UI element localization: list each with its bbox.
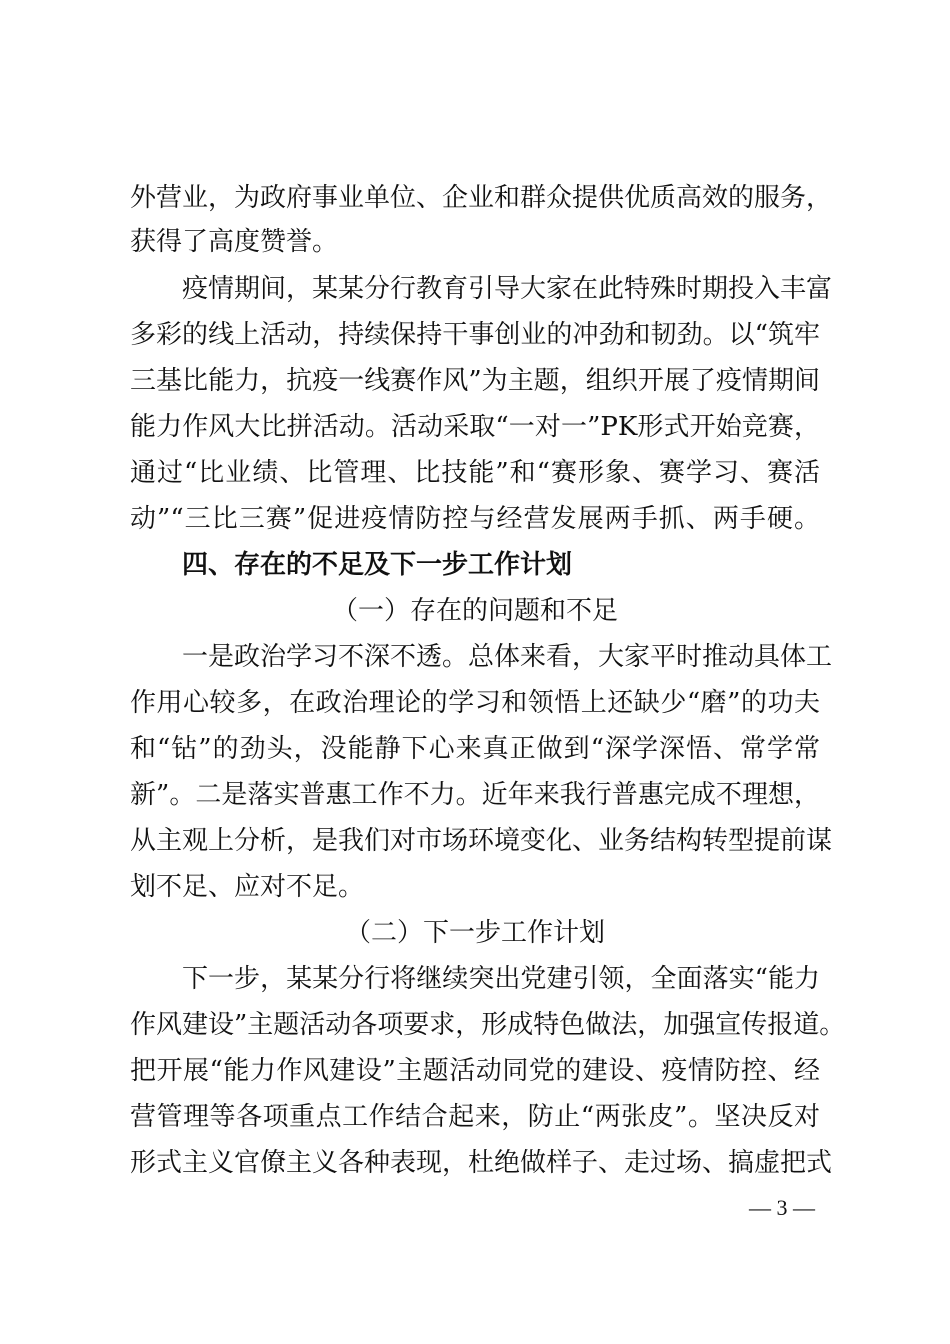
paragraph-3-line-3: 和“钻”的劲头，没能静下心来真正做到“深学深悟、常学常 [130, 734, 820, 764]
paragraph-1-line-2: 获得了高度赞誉。 [130, 227, 339, 257]
paragraph-3-line-6: 划不足、应对不足。 [130, 872, 365, 902]
paragraph-4-line-1: 下一步，某某分行将继续突出党建引领，全面落实“能力 [182, 964, 820, 994]
paragraph-4-line-3: 把开展“能力作风建设”主题活动同党的建设、疫情防控、经 [130, 1056, 820, 1086]
subsection-1-heading: （一）存在的问题和不足 [331, 596, 618, 626]
paragraph-2-line-4: 能力作风大比拼活动。活动采取“一对一”PK形式开始竞赛， [130, 412, 820, 442]
paragraph-2-line-6: 动”“三比三赛”促进疫情防控与经营发展两手抓、两手硬。 [130, 504, 820, 534]
paragraph-2-line-3: 三基比能力，抗疫一线赛作风”为主题，组织开展了疫情期间 [130, 366, 820, 396]
subsection-2-heading: （二）下一步工作计划 [344, 918, 605, 948]
paragraph-3-line-4: 新”。二是落实普惠工作不力。近年来我行普惠完成不理想， [130, 780, 820, 810]
paragraph-4-line-5: 形式主义官僚主义各种表现，杜绝做样子、走过场、搞虚把式 [130, 1148, 833, 1178]
paragraph-1-line-1: 外营业，为政府事业单位、企业和群众提供优质高效的服务， [130, 183, 833, 213]
paragraph-4-line-4: 营管理等各项重点工作结合起来，防止“两张皮”。坚决反对 [130, 1102, 820, 1132]
page-number: — 3 — [749, 1195, 815, 1220]
section-4-heading: 四、存在的不足及下一步工作计划 [182, 550, 573, 580]
paragraph-2-line-2: 多彩的线上活动，持续保持干事创业的冲劲和韧劲。以“筑牢 [130, 320, 820, 350]
paragraph-2-line-1: 疫情期间，某某分行教育引导大家在此特殊时期投入丰富 [182, 274, 833, 304]
paragraph-4-line-2: 作风建设”主题活动各项要求，形成特色做法，加强宣传报道。 [130, 1010, 846, 1040]
paragraph-3-line-1: 一是政治学习不深不透。总体来看，大家平时推动具体工 [182, 642, 833, 672]
paragraph-2-line-5: 通过“比业绩、比管理、比技能”和“赛形象、赛学习、赛活 [130, 458, 820, 488]
paragraph-3-line-2: 作用心较多，在政治理论的学习和领悟上还缺少“磨”的功夫 [130, 688, 820, 718]
paragraph-3-line-5: 从主观上分析，是我们对市场环境变化、业务结构转型提前谋 [130, 826, 833, 856]
